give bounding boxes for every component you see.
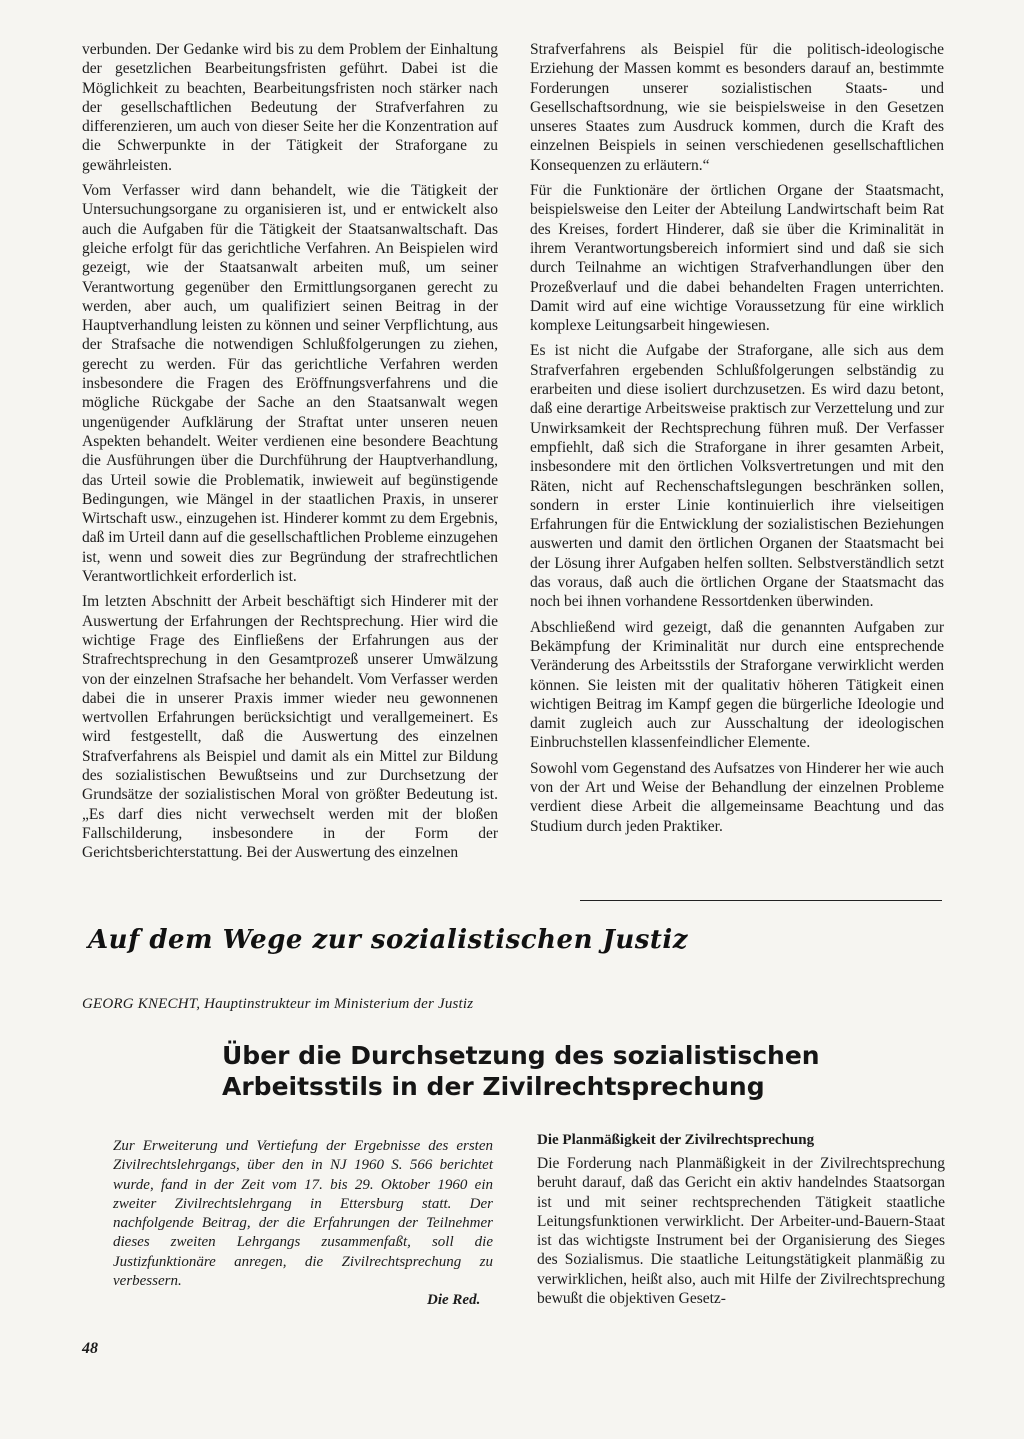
right-paragraph-3: Es ist nicht die Aufgabe der Straforgane, alle sich aus dem Strafverfahren ergebenden Schlußfolgerungen selbständig zu erarbeiten und diese isoliert durchzusetzen. Es wird dazu betont, daß eine derartige Arbeitsweise praktisch zur Verzettelung und zur Unwirksamkeit der Rechtsprechung führen muß. Der Verfasser empfiehlt, daß sich die Straforgane in ihrer gesamten Arbeit, insbesondere mit den örtlichen Volksvertretungen und mit den Räten, nicht auf Rechenschaftslegungen beschränken sollen, sondern in erster Linie kontinuierlich ihre vielseitigen Erfahrungen für die Entwicklung der sozialistischen Beziehungen auswerten und damit den örtlichen Organen der Staatsmacht bei der Lösung ihrer Aufgaben helfen sollten. Selbstverständlich setzt das voraus, daß auch die örtlichen Organe der Staatsmacht das noch bei ihnen vorhandene Ressortdenken überwinden.: [530, 342, 944, 611]
editorial-signature: Die Red.: [427, 1292, 481, 1308]
article-body-right: Die Forderung nach Planmäßigkeit in der Zivilrechtsprechung beruht darauf, daß das Gericht ein aktiv handelndes Staatsorgan ist und mit seiner rechtsprechenden Tätigkeit staatliche Leitungsfunktionen verwirklicht. Der Arbeiter-und-Bauern-Staat ist das wichtigste Instrument bei der Organisierung des Sieges des Sozialismus. Die staatliche Leitungstätigkeit planmäßig zu verwirklichen, heißt also, auch mit Hilfe der Zivilrechtsprechung bewußt die objektiven Gesetz-: [537, 1155, 945, 1308]
page-number: 48: [82, 1340, 98, 1357]
left-paragraph-2: Vom Verfasser wird dann behandelt, wie die Tätigkeit der Untersuchungsorgane zu organisieren ist, und er entwickelt also auch die Aufgaben für die Tätigkeit der Staatsanwaltschaft. Das gleiche erfolgt für das gerichtliche Verfahren. An Beispielen wird gezeigt, wie der Staatsanwalt arbeiten muß, um seiner Verantwortung gegenüber den Ermittlungsorganen gerecht zu werden, aber auch, um qualifiziert seinen Beitrag in der Hauptverhandlung leisten zu können und seiner Verpflichtung, aus der Strafsache die notwendigen Schlußfolgerungen zu ziehen, gerecht zu werden. Für das gerichtliche Verfahren werden insbesondere die Fragen des Eröffnungsverfahrens und die mögliche Rückgabe der Sache an den Staatsanwalt wegen ungenügender Aufklärung der Straftat unter unseren neuen Aspekten behandelt. Weiter verdienen eine besondere Beachtung die Ausführungen über die Durchführung der Hauptverhandlung, das Urteil sowie die Problematik, inwieweit auf begünstigende Bedingungen, wie Mängel in der staatlichen Praxis, in unserer Wirtschaft usw., einzugehen ist. Hinderer kommt zu dem Ergebnis, daß im Urteil dann auf die gesellschaftlichen Probleme einzugehen ist, wenn und soweit dies zur Begründung der strafrechtlichen Verantwortlichkeit erforderlich ist.: [82, 182, 498, 586]
right-paragraph-5: Sowohl vom Gegenstand des Aufsatzes von Hinderer her wie auch von der Art und Weise der Behandlung der einzelnen Probleme verdient diese Arbeit die allgemeinsame Beachtung und das Studium durch jeden Praktiker.: [530, 759, 944, 835]
section-heading: Auf dem Wege zur sozialistischen Justiz: [88, 925, 689, 955]
article-title: Über die Durchsetzung des sozialistischen Arbeitsstils in der Zivilrechtsprechung: [222, 1041, 820, 1101]
section-divider: [580, 900, 942, 901]
right-paragraph-2: Für die Funktionäre der örtlichen Organe der Staatsmacht, beispielsweise den Leiter der Abteilung Landwirtschaft beim Rat des Kreises, fordert Hinderer, daß sie über die Kriminalität in ihrem Verantwortungsbereich informiert sind und daß sie sich durch Teilnahme an wichtigen Strafverhandlungen über den Prozeßverlauf und die dabei behandelten Fragen unterrichten. Damit wird auf eine wichtige Voraussetzung für eine wirklich komplexe Leitungsarbeit hingewiesen.: [530, 182, 944, 335]
author-line: GEORG KNECHT, Hauptinstrukteur im Ministerium der Justiz: [82, 996, 474, 1012]
left-paragraph-3: Im letzten Abschnitt der Arbeit beschäftigt sich Hinderer mit der Auswertung der Erfahrungen der Rechtsprechung. Hier wird die wichtige Frage des Einfließens der Erfahrungen aus der Strafrechtsprechung in den Gesamtprozeß unserer Umwälzung von der einzelnen Strafsache her behandelt. Vom Verfasser werden dabei die in unserer Praxis immer wieder neu gewonnenen wertvollen Erfahrungen berücksichtigt und verallgemeinert. Es wird festgestellt, daß die Auswertung des einzelnen Strafverfahrens als Beispiel und damit als ein Mittel zur Bildung des sozialistischen Bewußtseins und zur Durchsetzung der Grundsätze der sozialistischen Moral von größter Bedeutung ist. „Es darf dies nicht verwechselt werden mit der bloßen Fallschilderung, insbesondere in der Form der Gerichtsberichterstattung. Bei der Auswertung des einzelnen: [82, 593, 498, 862]
editorial-intro: Zur Erweiterung und Vertiefung der Ergebnisse des ersten Zivilrechtslehrgangs, über den in NJ 1960 S. 566 berichtet wurde, fand in der Zeit vom 17. bis 29. Oktober 1960 ein zweiter Zivilrechtslehrgang in Ettersburg statt. Der nachfolgende Beitrag, der die Erfahrungen der Teilnehmer dieses zweiten Lehrgangs zusammenfaßt, soll die Justizfunktionäre anregen, die Zivilrechtsprechung zu verbessern.: [113, 1138, 493, 1290]
right-paragraph-4: Abschließend wird gezeigt, daß die genannten Aufgaben zur Bekämpfung der Kriminalität nur durch eine entsprechende Veränderung des Arbeitsstils der Straforgane verwirklicht werden können. Sie leisten mit der qualitativ höheren Tätigkeit einen wichtigen Beitrag im Kampf gegen die bürgerliche Ideologie und damit zugleich auch zur Ausschaltung der ideologischen Einbruchstellen klassenfeindlicher Elemente.: [530, 618, 944, 752]
sub-heading: Die Planmäßigkeit der Zivilrechtsprechung: [537, 1132, 815, 1148]
right-paragraph-1: Strafverfahrens als Beispiel für die politisch-ideologische Erziehung der Massen kommt es besonders darauf an, bestimmte Forderungen unserer sozialistischen Staats- und Gesellschaftsordnung, wie sie beispielsweise in den Gesetzen unseres Staates zum Ausdruck kommen, durch die Kraft des einzelnen Beispiels in seinen verschiedenen gesellschaftlichen Konsequenzen zu erläutern.“: [530, 41, 944, 174]
left-paragraph-1: verbunden. Der Gedanke wird bis zu dem Problem der Einhaltung der gesetzlichen Bearbeitungsfristen geführt. Dabei ist die Möglichkeit zu beachten, Bearbeitungsfristen noch stärker nach der gesellschaftlichen Bedeutung der Strafverfahren zu differenzieren, um auch von dieser Seite her die Konzentration auf die Schwerpunkte in der Tätigkeit der Straforgane zu gewährleisten.: [82, 41, 498, 174]
left-text-column: [82, 40, 498, 868]
right-text-column: [530, 40, 944, 842]
